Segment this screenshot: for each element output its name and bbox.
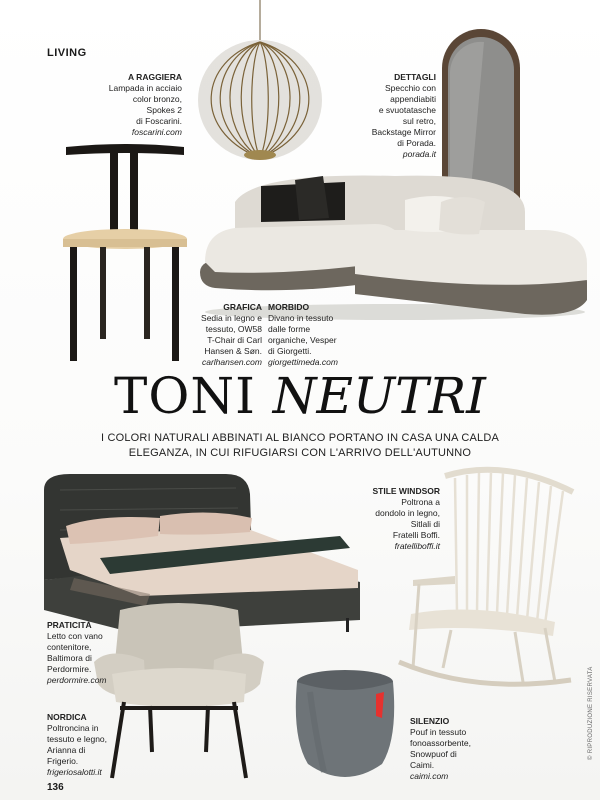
- caption-website: carlhansen.com: [201, 357, 262, 367]
- caption-heading: NORDICA: [47, 712, 87, 722]
- caption-morbido: [268, 302, 368, 368]
- subtitle-line1: I COLORI NATURALI ABBINATI AL BIANCO PORTANO IN CASA UNA CALDA: [100, 432, 500, 444]
- caption-heading: GRAFICA: [223, 302, 262, 312]
- caption-silenzio: [410, 716, 510, 782]
- caption-heading: A RAGGIERA: [128, 72, 182, 82]
- caption-body: Pouf in tessuto fonoassorbente, Snowpuof di Caimi.: [410, 727, 471, 770]
- caption-website: caimi.com: [410, 771, 449, 781]
- caption-heading: MORBIDO: [268, 302, 310, 312]
- copyright-notice: © RIPRODUZIONE RISERVATA: [588, 666, 594, 760]
- caption-website: porada.it: [402, 149, 436, 159]
- title-part1: TONI: [114, 367, 256, 425]
- caption-heading: PRATICITÀ: [47, 620, 92, 630]
- caption-raggiera: [88, 72, 182, 138]
- sofa-image: [195, 172, 590, 322]
- caption-website: giorgettimeda.com: [268, 357, 338, 367]
- caption-heading: SILENZIO: [410, 716, 450, 726]
- caption-grafica: [176, 302, 262, 368]
- caption-website: fratelliboffi.it: [394, 541, 440, 551]
- page-title: [0, 368, 600, 424]
- caption-body: Poltrona a dondolo in legno, Sitlali di Fratelli Boffi.: [375, 497, 440, 540]
- pendant-lamp-image: [190, 0, 330, 170]
- caption-body: Poltroncina in tessuto e legno, Arianna di Frigerio.: [47, 723, 108, 766]
- caption-website: perdormire.com: [47, 675, 107, 685]
- caption-website: frigeriosalotti.it: [47, 767, 102, 777]
- t-chair-image: [60, 143, 190, 365]
- pouf-image: [290, 668, 400, 788]
- title-part2: NEUTRI: [272, 367, 486, 425]
- caption-body: Sedia in legno e tessuto, OW58 T-Chair di Carl Hansen & Søn.: [201, 313, 262, 356]
- caption-praticita: [47, 620, 139, 686]
- caption-nordica: [47, 712, 139, 778]
- caption-heading: STILE WINDSOR: [372, 486, 440, 496]
- caption-body: Divano in tessuto dalle forme organiche, Vesper di Giorgetti.: [268, 313, 337, 356]
- caption-website: foscarini.com: [131, 127, 182, 137]
- subtitle-line2: ELEGANZA, IN CUI RIFUGIARSI CON L'ARRIVO DELL'AUTUNNO: [128, 447, 472, 459]
- caption-windsor: [350, 486, 440, 552]
- caption-heading: DETTAGLI: [394, 72, 436, 82]
- page-subtitle: [0, 431, 600, 461]
- caption-body: Letto con vano contenitore, Baltimora di Perdormire.: [47, 631, 103, 674]
- caption-body: Specchio con appendiabiti e svuotatasche sul retro, Backstage Mirror di Porada.: [371, 83, 436, 148]
- caption-body: Lampada in acciaio color bronzo, Spokes 2 di Foscarini.: [108, 83, 182, 126]
- section-label: LIVING: [47, 47, 87, 59]
- caption-dettagli: [340, 72, 436, 160]
- page-number: 136: [47, 782, 64, 793]
